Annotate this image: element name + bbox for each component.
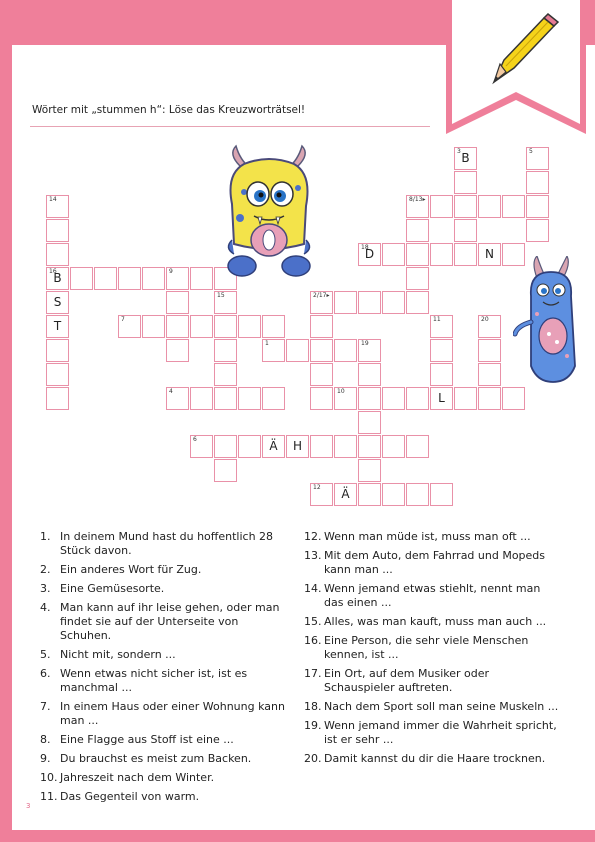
clue-item-number: 3.: [40, 582, 51, 595]
clue-item-number: 2.: [40, 563, 51, 576]
clue-number: 8/13▸: [409, 196, 426, 203]
crossword-cell[interactable]: [382, 435, 405, 458]
crossword-cell[interactable]: [46, 267, 69, 290]
clue-item-text: Eine Person, die sehr viele Menschen kennen, ist ...: [324, 634, 529, 661]
crossword-cell[interactable]: [286, 435, 309, 458]
clue-item: [40, 733, 290, 747]
clue-item-number: 16.: [304, 634, 322, 647]
clue-item-text: Jahreszeit nach dem Winter.: [60, 771, 215, 784]
clue-item-text: Eine Flagge aus Stoff ist eine ...: [60, 733, 234, 746]
crossword-cell[interactable]: [454, 147, 477, 170]
clue-item-number: 4.: [40, 601, 51, 614]
crossword-cell[interactable]: [430, 363, 453, 386]
crossword-cell[interactable]: [358, 291, 381, 314]
crossword-cell[interactable]: [526, 195, 549, 218]
clue-number: 4: [169, 388, 173, 395]
clue-item: [40, 648, 290, 662]
crossword-cell[interactable]: [334, 483, 357, 506]
crossword-cell[interactable]: [358, 483, 381, 506]
crossword-cell[interactable]: [214, 435, 237, 458]
clue-list-right: [304, 530, 559, 771]
clue-item-number: 14.: [304, 582, 322, 595]
clue-item: [304, 719, 559, 747]
crossword-cell[interactable]: [406, 267, 429, 290]
clue-number: 9: [169, 268, 173, 275]
clue-number: 7: [121, 316, 125, 323]
clue-item-number: 18.: [304, 700, 322, 713]
crossword-cell[interactable]: [310, 435, 333, 458]
clue-item-text: Wenn man müde ist, muss man oft ...: [324, 530, 531, 543]
crossword-cell[interactable]: [406, 435, 429, 458]
crossword-cell[interactable]: [430, 195, 453, 218]
crossword-cell[interactable]: [454, 195, 477, 218]
crossword-cell[interactable]: [454, 243, 477, 266]
clue-item-number: 19.: [304, 719, 322, 732]
crossword-cell[interactable]: [238, 387, 261, 410]
clue-number: 1: [265, 340, 269, 347]
clue-number: 11: [433, 316, 441, 323]
crossword-cell[interactable]: [262, 315, 285, 338]
clue-item-text: Eine Gemüsesorte.: [60, 582, 165, 595]
crossword-cell[interactable]: [406, 387, 429, 410]
given-letter: B: [461, 151, 470, 165]
clue-item-text: Das Gegenteil von warm.: [60, 790, 200, 803]
crossword-cell[interactable]: [46, 315, 69, 338]
crossword-cell[interactable]: [118, 315, 141, 338]
clue-item: [40, 700, 290, 728]
clue-item: [304, 700, 559, 714]
clue-number: 12: [313, 484, 321, 491]
crossword-cell[interactable]: [310, 483, 333, 506]
clue-item: [40, 667, 290, 695]
crossword-cell[interactable]: [214, 387, 237, 410]
crossword-cell[interactable]: [334, 291, 357, 314]
clue-number: 5: [529, 148, 533, 155]
clue-item: [40, 752, 290, 766]
clue-item: [40, 563, 290, 577]
clue-item: [304, 667, 559, 695]
clue-item: [40, 530, 290, 558]
crossword-cell[interactable]: [46, 195, 69, 218]
crossword-cell[interactable]: [118, 267, 141, 290]
crossword-cell[interactable]: [526, 147, 549, 170]
crossword-cell[interactable]: [310, 363, 333, 386]
crossword-cell[interactable]: [358, 411, 381, 434]
blue-monster-illustration: [513, 256, 583, 386]
clue-item: [304, 530, 559, 544]
crossword-cell[interactable]: [310, 339, 333, 362]
clue-item-number: 12.: [304, 530, 322, 543]
crossword-cell[interactable]: [454, 387, 477, 410]
crossword-cell[interactable]: [430, 339, 453, 362]
clue-number: 19: [361, 340, 369, 347]
crossword-cell[interactable]: [166, 267, 189, 290]
crossword-cell[interactable]: [406, 219, 429, 242]
crossword-cell[interactable]: [262, 387, 285, 410]
crossword-cell[interactable]: [382, 243, 405, 266]
clue-item-text: Man kann auf ihr leise gehen, oder man findet sie auf der Unterseite von Schuhen.: [60, 601, 280, 642]
clue-item: [304, 615, 559, 629]
crossword-cell[interactable]: [526, 171, 549, 194]
clue-item-number: 11.: [40, 790, 58, 803]
clue-number: 3: [457, 148, 461, 155]
crossword-cell[interactable]: [190, 315, 213, 338]
given-letter: H: [292, 439, 303, 453]
crossword-cell[interactable]: [262, 339, 285, 362]
clue-item-number: 13.: [304, 549, 322, 562]
crossword-cell[interactable]: [46, 387, 69, 410]
crossword-cell[interactable]: [238, 315, 261, 338]
crossword-cell[interactable]: [454, 219, 477, 242]
given-letter: S: [53, 295, 62, 309]
clue-item-text: Nach dem Sport soll man seine Muskeln ...: [324, 700, 559, 713]
clue-number: 14: [49, 196, 57, 203]
crossword-cell[interactable]: [502, 387, 525, 410]
crossword-cell[interactable]: [454, 171, 477, 194]
clue-number: 16: [49, 268, 57, 275]
clue-number: 2/17▸: [313, 292, 330, 299]
crossword-cell[interactable]: [46, 339, 69, 362]
crossword-cell[interactable]: [478, 195, 501, 218]
crossword-cell[interactable]: [430, 483, 453, 506]
clue-item-number: 7.: [40, 700, 51, 713]
crossword-cell[interactable]: [166, 339, 189, 362]
crossword-cell[interactable]: [166, 315, 189, 338]
crossword-cell[interactable]: [430, 315, 453, 338]
clue-item: [304, 582, 559, 610]
crossword-cell[interactable]: [190, 435, 213, 458]
crossword-cell[interactable]: [358, 243, 381, 266]
crossword-cell[interactable]: [166, 291, 189, 314]
crossword-cell[interactable]: [430, 243, 453, 266]
given-letter: D: [364, 247, 375, 261]
crossword-cell[interactable]: [166, 387, 189, 410]
given-letter: N: [485, 247, 494, 261]
clue-item: [304, 752, 559, 766]
crossword-cell[interactable]: [310, 315, 333, 338]
crossword-cell[interactable]: [142, 315, 165, 338]
clue-list-left: [40, 530, 290, 809]
clue-item-number: 17.: [304, 667, 322, 680]
page-title: Wörter mit „stummen h“: Löse das Kreuzworträtsel!: [32, 104, 306, 116]
clue-item: [40, 601, 290, 643]
page-number: 3: [26, 802, 31, 810]
crossword-cell[interactable]: [214, 363, 237, 386]
crossword-cell[interactable]: [358, 435, 381, 458]
crossword-cell[interactable]: [214, 291, 237, 314]
crossword-cell[interactable]: [46, 219, 69, 242]
clue-item-text: Mit dem Auto, dem Fahrrad und Mopeds kann man ...: [324, 549, 546, 576]
crossword-cell[interactable]: [382, 483, 405, 506]
crossword-cell[interactable]: [358, 363, 381, 386]
clue-item-text: Wenn etwas nicht sicher ist, ist es manchmal ...: [60, 667, 248, 694]
crossword-cell[interactable]: [238, 435, 261, 458]
crossword-cell[interactable]: [286, 339, 309, 362]
given-letter: Ä: [341, 487, 350, 501]
clue-item-text: Ein Ort, auf dem Musiker oder Schauspieler auftreten.: [324, 667, 490, 694]
crossword-cell[interactable]: [502, 195, 525, 218]
crossword-cell[interactable]: [526, 219, 549, 242]
clue-item-number: 8.: [40, 733, 51, 746]
crossword-cell[interactable]: [382, 291, 405, 314]
clue-item: [304, 549, 559, 577]
clue-item-text: In deinem Mund hast du hoffentlich 28 Stück davon.: [60, 530, 274, 557]
clue-item-number: 20.: [304, 752, 322, 765]
clue-item-text: Damit kannst du dir die Haare trocknen.: [324, 752, 546, 765]
clue-number: 20: [481, 316, 489, 323]
crossword-cell[interactable]: [478, 387, 501, 410]
given-letter: T: [53, 319, 62, 333]
crossword-cell[interactable]: [334, 339, 357, 362]
crossword-cell[interactable]: [478, 363, 501, 386]
crossword-cell[interactable]: [142, 267, 165, 290]
crossword-cell[interactable]: [406, 291, 429, 314]
clue-item-text: Alles, was man kauft, muss man auch ...: [324, 615, 547, 628]
crossword-cell[interactable]: [310, 291, 333, 314]
given-letter: L: [438, 391, 445, 405]
crossword-cell[interactable]: [358, 387, 381, 410]
clue-number: 18: [361, 244, 369, 251]
pencil-pennant: [444, 0, 588, 136]
clue-item-number: 15.: [304, 615, 322, 628]
crossword-cell[interactable]: [190, 387, 213, 410]
clue-item-text: Du brauchst es meist zum Backen.: [60, 752, 252, 765]
clue-item-number: 9.: [40, 752, 51, 765]
crossword-cell[interactable]: [478, 315, 501, 338]
clue-item: [40, 582, 290, 596]
crossword-cell[interactable]: [334, 387, 357, 410]
clue-item-text: In einem Haus oder einer Wohnung kann man ...: [60, 700, 285, 727]
crossword-cell[interactable]: [214, 459, 237, 482]
clue-item-text: Nicht mit, sondern ...: [60, 648, 176, 661]
clue-item: [40, 790, 290, 804]
crossword-cell[interactable]: [382, 387, 405, 410]
crossword-cell[interactable]: [70, 267, 93, 290]
clue-item: [304, 634, 559, 662]
clue-item-number: 6.: [40, 667, 51, 680]
clue-item-text: Ein anderes Wort für Zug.: [60, 563, 202, 576]
clue-item-text: Wenn jemand etwas stiehlt, nennt man das einen ...: [324, 582, 541, 609]
crossword-cell[interactable]: [214, 315, 237, 338]
clue-item-number: 10.: [40, 771, 58, 784]
crossword-cell[interactable]: [358, 459, 381, 482]
crossword-cell[interactable]: [262, 435, 285, 458]
crossword-cell[interactable]: [46, 363, 69, 386]
crossword-cell[interactable]: [358, 339, 381, 362]
clue-item-number: 5.: [40, 648, 51, 661]
crossword-cell[interactable]: [190, 267, 213, 290]
crossword-cell[interactable]: [406, 243, 429, 266]
crossword-cell[interactable]: [406, 483, 429, 506]
crossword-cell[interactable]: [478, 243, 501, 266]
yellow-monster-illustration: [222, 144, 316, 280]
crossword-cell[interactable]: [310, 387, 333, 410]
clue-item-text: Wenn jemand immer die Wahrheit spricht, ist er sehr ...: [324, 719, 557, 746]
crossword-cell[interactable]: [334, 435, 357, 458]
clue-number: 6: [193, 436, 197, 443]
clue-item-number: 1.: [40, 530, 51, 543]
crossword-cell[interactable]: [94, 267, 117, 290]
crossword-cell[interactable]: [430, 387, 453, 410]
crossword-cell[interactable]: [214, 339, 237, 362]
given-letter: B: [53, 271, 62, 285]
clue-item: [40, 771, 290, 785]
clue-number: 10: [337, 388, 345, 395]
clue-number: 15: [217, 292, 225, 299]
crossword-cell[interactable]: [478, 339, 501, 362]
given-letter: Ä: [269, 439, 278, 453]
crossword-cell[interactable]: [46, 243, 69, 266]
title-divider: [30, 126, 430, 127]
crossword-cell[interactable]: [46, 291, 69, 314]
crossword-cell[interactable]: [406, 195, 429, 218]
